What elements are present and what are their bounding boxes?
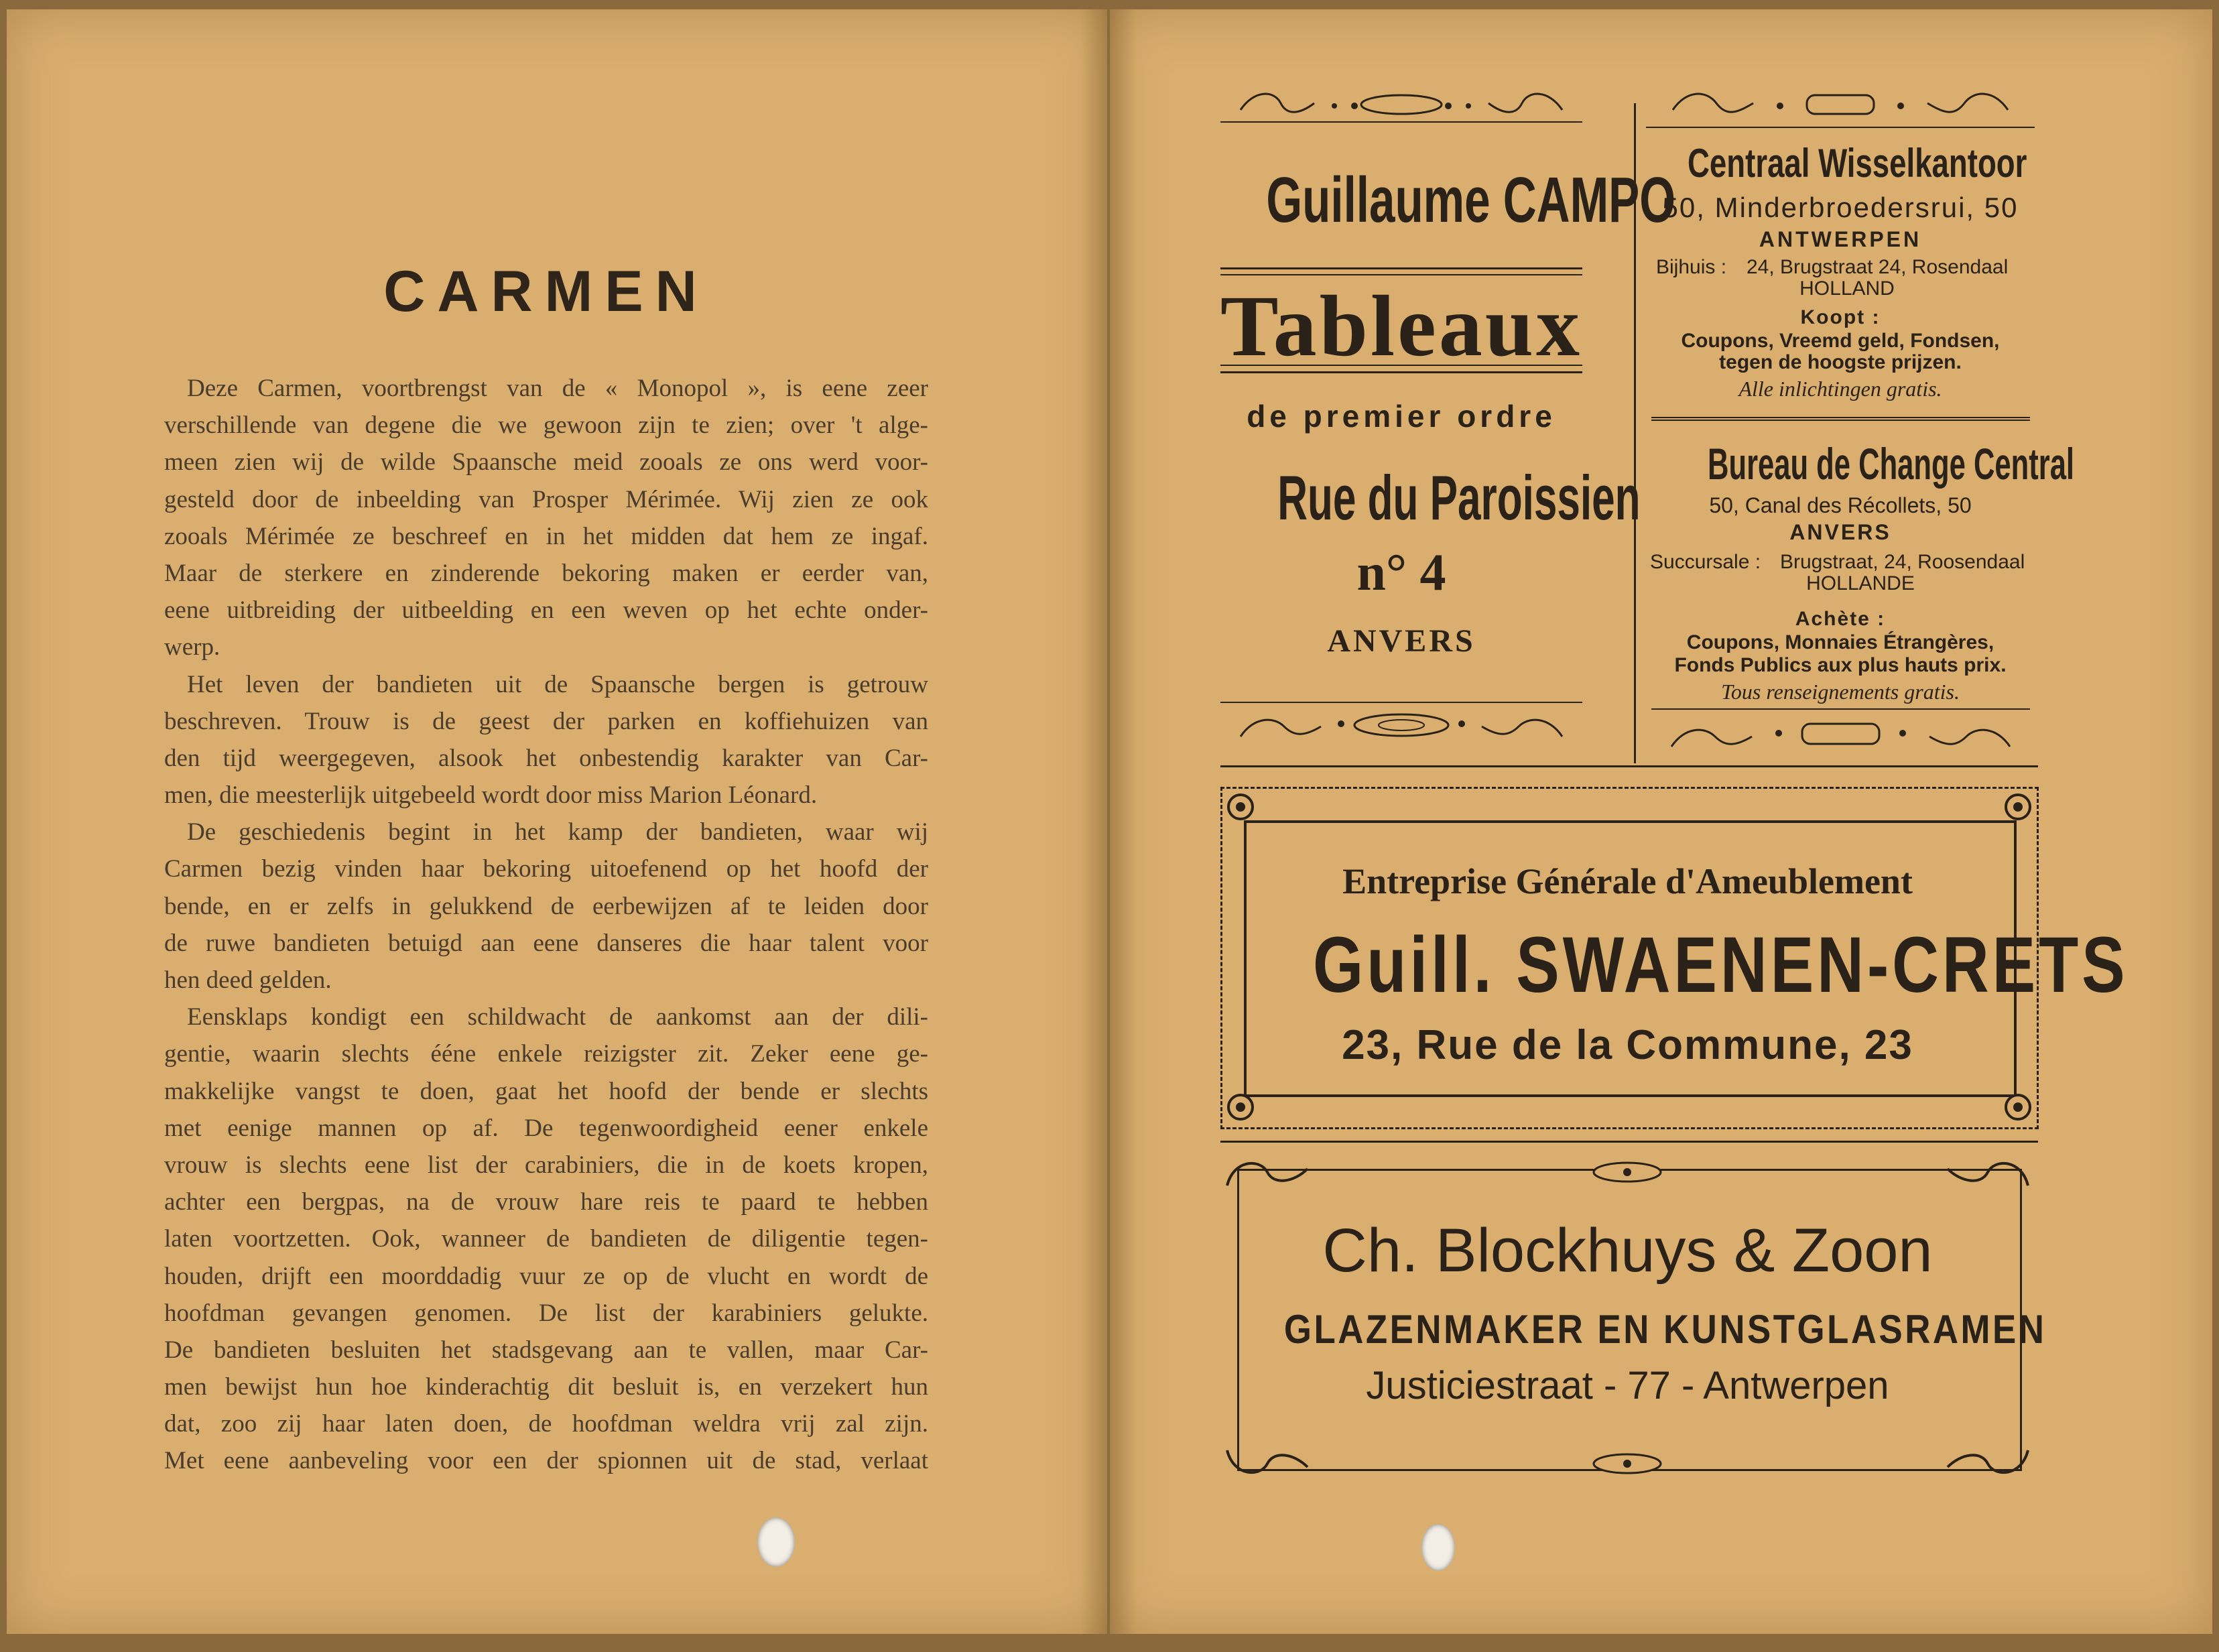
campo-top-ornament bbox=[1220, 83, 1582, 123]
column-divider bbox=[1634, 103, 1636, 763]
article-body bbox=[164, 370, 928, 1480]
article-line: bende, en er zelfs in gelukkend de eerbewijzen af te leiden door bbox=[164, 892, 928, 920]
right-page bbox=[1110, 9, 2212, 1634]
bureau-buys-label: Achète : bbox=[1795, 608, 1886, 630]
swaenen-corner-bl bbox=[1220, 1087, 1261, 1127]
article-line: Eensklaps kondigt een schildwacht de aankomst aan der dili- bbox=[187, 1003, 928, 1031]
article-line: meen zien wij de wilde Spaansche meid zooals ze ons werd voor- bbox=[164, 448, 928, 476]
bureau-name: Bureau de Change Central bbox=[1708, 439, 2075, 489]
article-line: laten voortzetten. Ook, wanneer de bandieten de diligentie tegen- bbox=[164, 1225, 928, 1253]
campo-name: Guillaume CAMPO bbox=[1266, 164, 1676, 236]
campo-product: Tableaux bbox=[1220, 278, 1583, 375]
wissel-branch-label: Bijhuis : bbox=[1656, 256, 1727, 278]
left-page bbox=[7, 9, 1107, 1634]
blockhuys-address: Justiciestraat - 77 - Antwerpen bbox=[1366, 1364, 1889, 1407]
ads-full-rule bbox=[1220, 765, 2038, 767]
campo-number: n° 4 bbox=[1356, 543, 1446, 601]
ads-full-rule-2 bbox=[1220, 1141, 2038, 1143]
article-line: de ruwe bandieten betuigd aan eene danseres die haar talent voor bbox=[164, 929, 928, 957]
article-line: met eenige mannen op af. De tegenwoordigheid eener enkele bbox=[164, 1114, 928, 1142]
right-page-gutter-shadow bbox=[1110, 9, 1137, 1634]
article-line: Het leven der bandieten uit de Spaansche bergen is getrouw bbox=[187, 670, 928, 698]
article-paragraph bbox=[164, 999, 928, 1479]
blockhuys-trade: GLAZENMAKER EN KUNSTGLASRAMEN bbox=[1283, 1307, 2047, 1352]
campo-rule-3 bbox=[1220, 365, 1582, 366]
wissel-buys-line2: tegen de hoogste prijzen. bbox=[1719, 351, 1962, 373]
blockhuys-name: Ch. Blockhuys & Zoon bbox=[1322, 1216, 1933, 1285]
bureau-address: 50, Canal des Récollets, 50 bbox=[1709, 493, 1972, 517]
article-line: werp. bbox=[164, 633, 220, 661]
article-line: De geschiedenis begint in het kamp der bandieten, waar wij bbox=[187, 818, 928, 846]
article-line: hen deed gelden. bbox=[164, 966, 332, 994]
bureau-buys-line2: Fonds Publics aux plus hauts prix. bbox=[1674, 654, 2007, 676]
punch-hole-left bbox=[757, 1517, 795, 1567]
swaenen-corner-tr bbox=[1998, 787, 2038, 827]
bureau-buys-line1: Coupons, Monnaies Étrangères, bbox=[1686, 631, 1994, 653]
article-line: vrouw is slechts eene list der carabiniers, die in de koets kropen, bbox=[164, 1151, 928, 1179]
article-line: men bewijst hun hoe kinderachtig dit besluit is, en verzekert hun bbox=[164, 1373, 928, 1401]
article-line: zooals Mérimée ze beschreef en in het midden dat hem ze ingaf. bbox=[164, 522, 928, 550]
punch-hole-right bbox=[1421, 1524, 1455, 1571]
article-line: achter een bergpas, na de vrouw hare reis te paard te hebben bbox=[164, 1188, 928, 1216]
article-line: gesteld door de inbeelding van Prosper Mérimée. Wij zien ze ook bbox=[164, 485, 928, 513]
article-paragraph bbox=[164, 666, 928, 814]
swaenen-name: Guill. SWAENEN-CRETS bbox=[1313, 921, 2129, 1009]
campo-rule-4 bbox=[1220, 371, 1582, 373]
wissel-branch-address: 24, Brugstraat 24, Rosendaal bbox=[1747, 256, 2009, 278]
campo-rule-2 bbox=[1220, 274, 1582, 275]
bureau-bottom-ornament bbox=[1651, 706, 2030, 757]
article-title: CARMEN bbox=[383, 259, 709, 324]
campo-quality: de premier ordre bbox=[1247, 399, 1556, 434]
article-line: den tijd weergegeven, alsook het onbestendig karakter van Car- bbox=[164, 744, 928, 772]
campo-rule-1 bbox=[1220, 267, 1582, 269]
article-line: hoofdman gevangen genomen. De list der karabiniers gelukte. bbox=[164, 1299, 928, 1327]
article-line: dat, zoo zij haar laten doen, de hoofdman weldra vrij zal zijn. bbox=[164, 1410, 928, 1438]
wissel-info: Alle inlichtingen gratis. bbox=[1738, 377, 1942, 401]
bureau-branch-address: Brugstraat, 24, Roosendaal bbox=[1780, 551, 2025, 573]
wissel-separator bbox=[1651, 417, 2030, 421]
article-line: beschreven. Trouw is de geest der parken en koffiehuizen van bbox=[164, 707, 928, 735]
article-paragraph bbox=[164, 370, 928, 666]
wissel-address: 50, Minderbroedersrui, 50 bbox=[1662, 192, 2019, 223]
swaenen-address: 23, Rue de la Commune, 23 bbox=[1342, 1022, 1913, 1068]
campo-bottom-ornament bbox=[1220, 700, 1582, 747]
article-line: eene uitbreiding der uitbeelding en een weven op het echte onder- bbox=[164, 596, 928, 625]
article-paragraph bbox=[164, 814, 928, 999]
article-line: verschillende van degene die we gewoon zijn te zien; over 't alge- bbox=[164, 411, 928, 440]
article-line: De bandieten besluiten het stadsgevang aan te vallen, maar Car- bbox=[164, 1336, 928, 1364]
bureau-city: ANVERS bbox=[1789, 520, 1891, 544]
article-line: houden, drijft een moorddadig vuur ze op de vlucht en wordt de bbox=[164, 1262, 928, 1290]
campo-street: Rue du Paroissien bbox=[1277, 462, 1641, 533]
bureau-branch-country: HOLLANDE bbox=[1806, 572, 1915, 594]
wissel-buys-line1: Coupons, Vreemd geld, Fondsen, bbox=[1681, 330, 2000, 352]
article-line: men, die meesterlijk uitgebeeld wordt door miss Marion Léonard. bbox=[164, 781, 818, 810]
swaenen-tagline: Entreprise Générale d'Ameublement bbox=[1342, 861, 1913, 901]
blockhuys-bottom-ornament bbox=[1220, 1444, 2035, 1484]
article-line: Maar de sterkere en zinderende bekoring maken er eerder van, bbox=[164, 559, 928, 587]
campo-city: ANVERS bbox=[1327, 623, 1476, 659]
article-line: Deze Carmen, voortbrengst van de « Monopol », is eene zeer bbox=[187, 375, 928, 402]
article-line: gentie, waarin slechts ééne enkele reizigster zit. Zeker eene ge- bbox=[164, 1040, 928, 1068]
wissel-city: ANTWERPEN bbox=[1759, 227, 1922, 251]
article-line: Met eene aanbeveling voor een der spionnen uit de stad, verlaat bbox=[164, 1447, 928, 1475]
article-line: makkelijke vangst te doen, gaat het hoofd der bende er slechts bbox=[164, 1077, 928, 1105]
left-page-gutter-shadow bbox=[1080, 9, 1107, 1634]
swaenen-corner-tl bbox=[1220, 787, 1261, 827]
wissel-branch-country: HOLLAND bbox=[1799, 277, 1895, 300]
bureau-info: Tous renseignements gratis. bbox=[1721, 680, 1960, 704]
swaenen-corner-br bbox=[1998, 1087, 2038, 1127]
article-line: Carmen bezig vinden haar bekoring uitoefenend op het hoofd der bbox=[164, 855, 928, 883]
wissel-buys-label: Koopt : bbox=[1800, 306, 1881, 328]
blockhuys-top-ornament bbox=[1220, 1152, 2035, 1192]
wissel-name: Centraal Wisselkantoor bbox=[1688, 141, 2027, 186]
bureau-branch-label: Succursale : bbox=[1650, 551, 1761, 573]
wissel-top-ornament bbox=[1646, 83, 2035, 130]
